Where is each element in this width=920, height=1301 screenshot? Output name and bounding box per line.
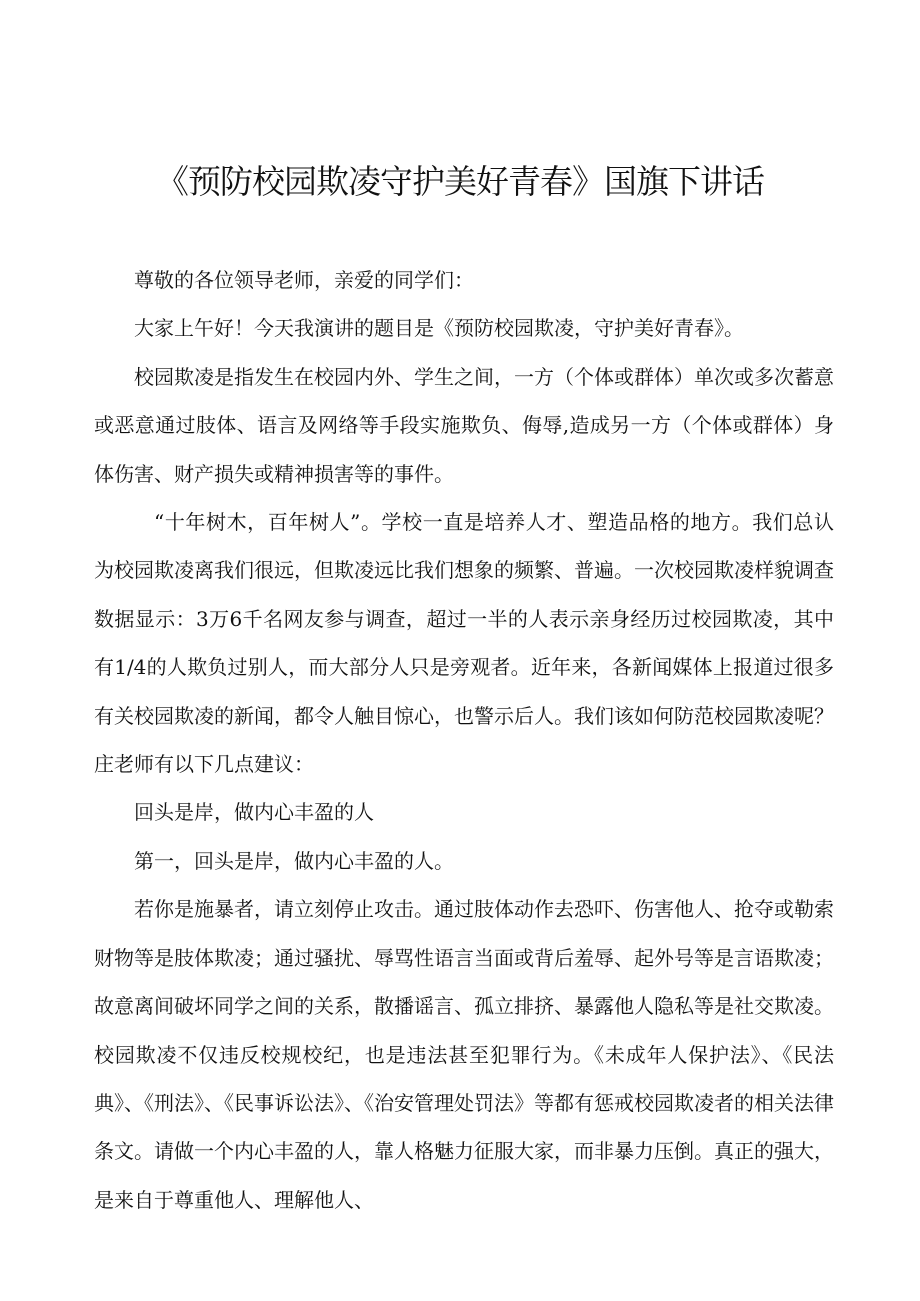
paragraph-greeting: 大家上午好！今天我演讲的题目是《预防校园欺凌，守护美好青春》。: [134, 316, 744, 341]
document-title: 《预防校园欺凌守护美好青春》国旗下讲话: [156, 162, 764, 201]
paragraph-salutation: 尊敬的各位领导老师，亲爱的同学们：: [134, 268, 474, 292]
paragraph-subheading: 回头是岸，做内心丰盈的人: [134, 800, 374, 825]
paragraph-point-one: 第一，回头是岸，做内心丰盈的人。: [134, 848, 454, 873]
paragraph-bully-advice: 若你是施暴者，请立刻停止攻击。通过肢体动作去恐吓、伤害他人、抢夺或勒索财物等是肢体欺凌；通过骚扰、辱骂性语言当面或背后羞辱、起外号等是言语欺凌；故意离间破坏同学之间的关系，散播谣言、孤立排挤、暴露他人隐私等是社交欺凌。校园欺凌不仅违反校规校纪，也是违法甚至犯罪行为。《未成年人保护法》、《民法典》、《刑法》、《民事诉讼法》、《治安管理处罚法》等都有惩戒校园欺凌者的相关法律条文。请做一个内心丰盈的人，靠人格魅力征服大家，而非暴力压倒。真正的强大，是来自于尊重他人、理解他人、: [94, 897, 834, 1212]
document-body: [94, 256, 834, 1224]
paragraph-definition: 校园欺凌是指发生在校园内外、学生之间，一方（个体或群体）单次或多次蓄意或恶意通过肢体、语言及网络等手段实施欺负、侮辱,造成另一方（个体或群体）身体伤害、财产损失或精神损害等的事件。: [94, 364, 834, 486]
paragraph-survey: “十年树木，百年树人”。学校一直是培养人才、塑造品格的地方。我们总认为校园欺凌离我们很远，但欺凌远比我们想象的频繁、普遍。一次校园欺凌样貌调查数据显示：3万6千名网友参与调查，超过一半的人表示亲身经历过校园欺凌，其中有1/4的人欺负过别人，而大部分人只是旁观者。近年来，各新闻媒体上报道过很多有关校园欺凌的新闻，都令人触目惊心，也警示后人。我们该如何防范校园欺凌呢？庄老师有以下几点建议：: [94, 510, 834, 777]
